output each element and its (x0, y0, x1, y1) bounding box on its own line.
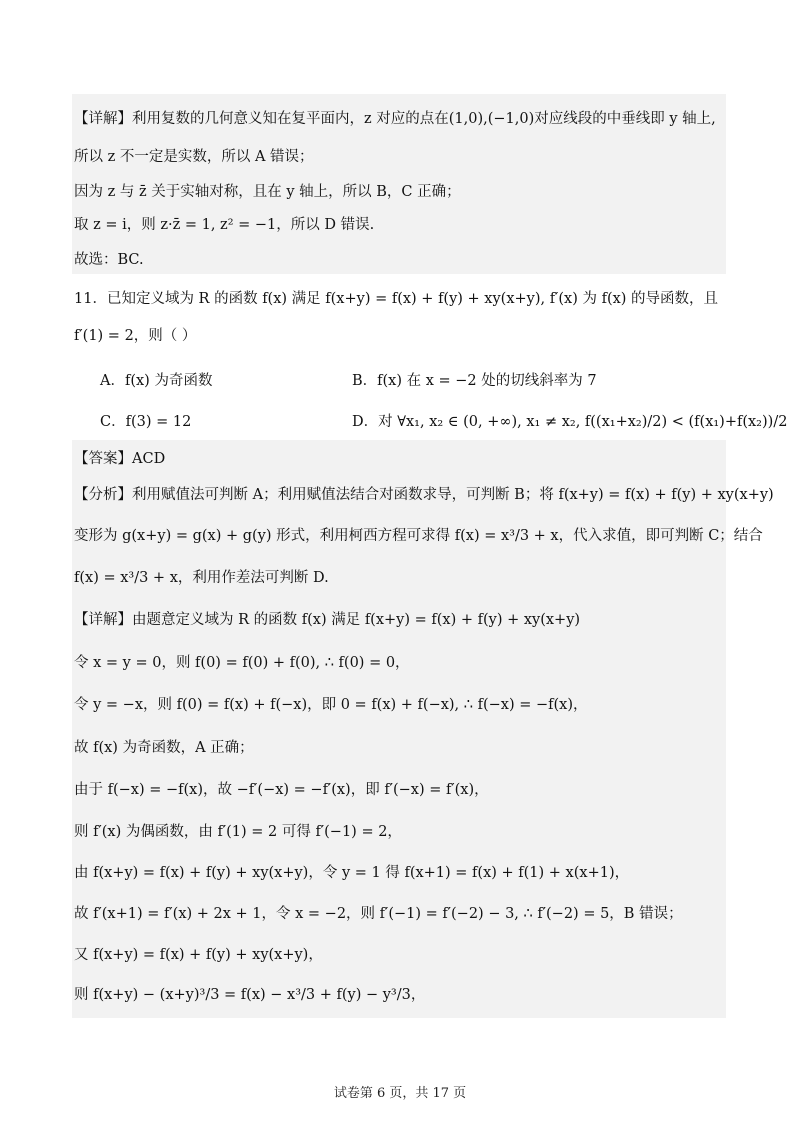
detail-line: 则 f(x+y) − (x+y)³/3 = f(x) − x³/3 + f(y) − y³/3， (74, 987, 426, 1003)
answer-line: 【答案】ACD (74, 451, 166, 467)
option-c: C．f(3) = 12 (100, 414, 192, 430)
prev-solution-line: 所以 z 不一定是实数，所以 A 错误； (74, 149, 314, 165)
detail-line: 则 f′(x) 为偶函数，由 f′(1) = 2 可得 f′(−1) = 2， (74, 824, 402, 840)
detail-line: 由 f(x+y) = f(x) + f(y) + xy(x+y)，令 y = 1 得 f(x+1) = f(x) + f(1) + x(x+1)， (74, 865, 630, 881)
option-a: A．f(x) 为奇函数 (100, 373, 213, 389)
analysis-line: 【分析】利用赋值法可判断 A；利用赋值法结合对函数求导，可判断 B；将 f(x+y) = f(x) + f(y) + xy(x+y) (74, 487, 774, 503)
detail-line: 令 x = y = 0，则 f(0) = f(0) + f(0), ∴ f(0) = 0， (74, 655, 410, 671)
question-stem-line2: f′(1) = 2，则（ ） (74, 328, 197, 344)
detail-line: 故 f(x) 为奇函数，A 正确； (74, 740, 254, 756)
detail-line: 【详解】由题意定义域为 R 的函数 f(x) 满足 f(x+y) = f(x) + f(y) + xy(x+y) (74, 612, 581, 628)
detail-line: 又 f(x+y) = f(x) + f(y) + xy(x+y)， (74, 947, 323, 963)
page-footer: 试卷第 6 页，共 17 页 (333, 1086, 467, 1101)
detail-line: 由于 f(−x) = −f(x)，故 −f′(−x) = −f′(x)，即 f′(−x) = f′(x)， (74, 782, 489, 798)
detail-line: 故 f′(x+1) = f′(x) + 2x + 1，令 x = −2，则 f′(−1) = f′(−2) − 3, ∴ f′(−2) = 5，B 错误； (74, 906, 683, 922)
prev-solution-line: 取 z = i，则 z·z̄ = 1, z² = −1，所以 D 错误. (74, 217, 375, 233)
prev-solution-line: 【详解】利用复数的几何意义知在复平面内，z 对应的点在(1,0),(−1,0)对应线段的中垂线即 y 轴上, (74, 111, 716, 127)
analysis-line: f(x) = x³/3 + x，利用作差法可判断 D. (74, 570, 329, 586)
option-b: B．f(x) 在 x = −2 处的切线斜率为 7 (352, 373, 597, 389)
prev-solution-line: 因为 z 与 z̄ 关于实轴对称，且在 y 轴上，所以 B，C 正确； (74, 184, 461, 200)
option-d: D．对 ∀x₁, x₂ ∈ (0, +∞), x₁ ≠ x₂, f((x₁+x₂)/2) < (f(x₁)+f(x₂))/2 (352, 414, 788, 430)
detail-line: 令 y = −x，则 f(0) = f(x) + f(−x)，即 0 = f(x) + f(−x), ∴ f(−x) = −f(x)， (74, 697, 588, 713)
question-stem-line1: 11．已知定义域为 R 的函数 f(x) 满足 f(x+y) = f(x) + f(y) + xy(x+y), f′(x) 为 f(x) 的导函数，且 (74, 291, 719, 307)
prev-solution-line: 故选：BC. (74, 252, 144, 268)
analysis-line: 变形为 g(x+y) = g(x) + g(y) 形式，利用柯西方程可求得 f(x) = x³/3 + x，代入求值，即可判断 C；结合 (74, 528, 763, 544)
